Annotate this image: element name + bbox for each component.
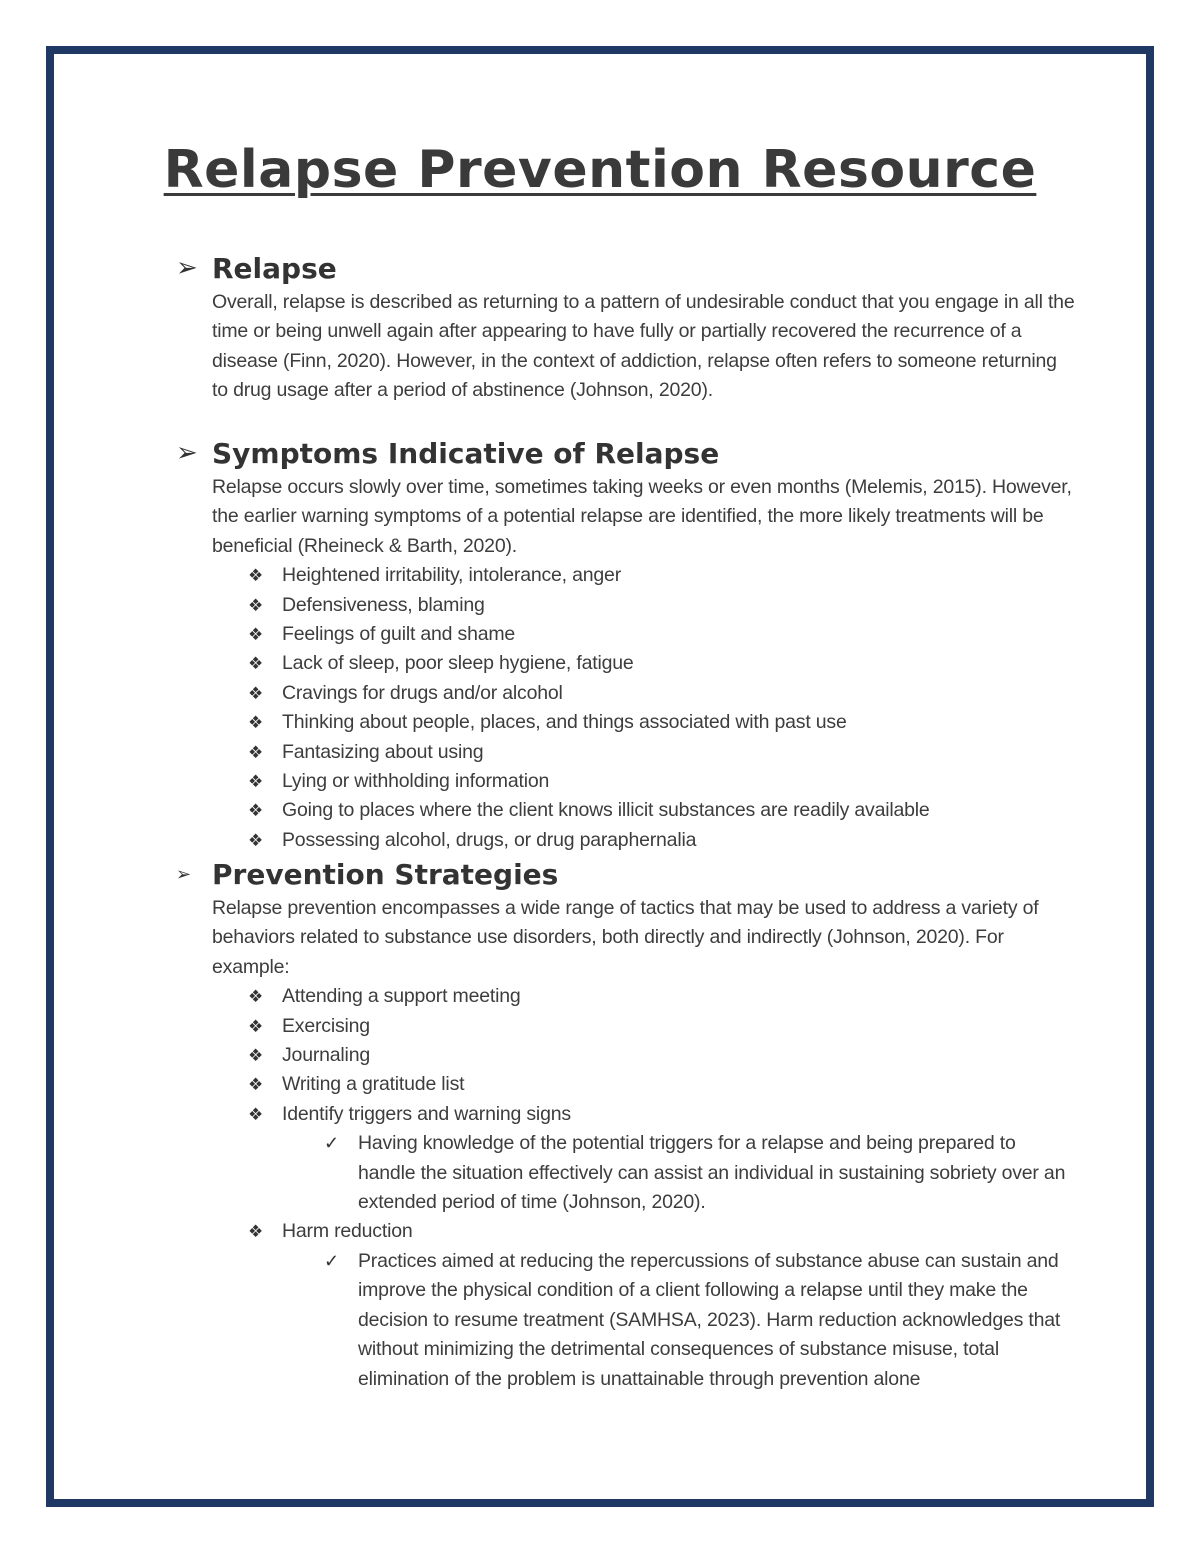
heading-text: Prevention Strategies bbox=[212, 857, 559, 891]
heading-text: Relapse bbox=[212, 251, 337, 285]
list-item: ❖ Lying or withholding information bbox=[176, 767, 1076, 796]
list-item: ❖ Defensiveness, blaming bbox=[176, 591, 1076, 620]
strategy-list bbox=[176, 982, 1076, 1129]
list-item: ❖ Heightened irritability, intolerance, anger bbox=[176, 561, 1076, 590]
diamond-bullet-icon: ❖ bbox=[248, 683, 264, 703]
arrow-bullet-icon: ➢ bbox=[176, 253, 198, 283]
diamond-bullet-icon: ❖ bbox=[248, 1016, 264, 1036]
diamond-bullet-icon: ❖ bbox=[248, 801, 264, 821]
section-body: Relapse prevention encompasses a wide range of tactics that may be used to address a variety of behaviors related to substance use disorders, both directly and indirectly (Johnson, 2020). For example: bbox=[212, 897, 1039, 978]
list-item: ❖ Exercising bbox=[176, 1012, 1076, 1041]
diamond-bullet-icon: ❖ bbox=[248, 830, 264, 850]
checkmark-bullet-icon: ✓ bbox=[324, 1133, 339, 1154]
list-item: ❖ Cravings for drugs and/or alcohol bbox=[176, 679, 1076, 708]
diamond-bullet-icon: ❖ bbox=[248, 625, 264, 645]
arrow-bullet-icon: ➢ bbox=[176, 438, 198, 468]
list-item: ❖ Going to places where the client knows illicit substances are readily available bbox=[176, 796, 1076, 825]
diamond-bullet-icon: ❖ bbox=[248, 566, 264, 586]
list-item: ❖ Lack of sleep, poor sleep hygiene, fatigue bbox=[176, 649, 1076, 678]
list-item: ❖ Thinking about people, places, and things associated with past use bbox=[176, 708, 1076, 737]
list-item: ❖ Possessing alcohol, drugs, or drug paraphernalia bbox=[176, 826, 1076, 855]
diamond-bullet-icon: ❖ bbox=[248, 713, 264, 733]
list-item: ❖ Fantasizing about using bbox=[176, 738, 1076, 767]
diamond-bullet-icon: ❖ bbox=[248, 654, 264, 674]
sublist-item: ✓ Practices aimed at reducing the repercussions of substance abuse can sustain and improve the physical condition of a client following a relapse until they make the decision to resume treatment (SAMHSA, 2023). Harm reduction acknowledges that without minimizing the detrimental consequences of substance misuse, total elimination of the problem is unattainable through prevention alone bbox=[176, 1247, 1076, 1394]
arrow-bullet-icon: ➢ bbox=[176, 863, 192, 885]
page-title: Relapse Prevention Resource bbox=[163, 140, 1037, 200]
diamond-bullet-icon: ❖ bbox=[248, 1075, 264, 1095]
diamond-bullet-icon: ❖ bbox=[248, 1046, 264, 1066]
list-item: ❖ Feelings of guilt and shame bbox=[176, 620, 1076, 649]
list-item: ❖ Harm reduction bbox=[176, 1217, 1076, 1246]
section-relapse bbox=[176, 250, 1076, 406]
checkmark-bullet-icon: ✓ bbox=[324, 1250, 339, 1271]
strategy-list-continued bbox=[176, 1217, 1076, 1246]
triggers-sublist bbox=[176, 1129, 1076, 1217]
diamond-bullet-icon: ❖ bbox=[248, 1222, 264, 1242]
harm-sublist bbox=[176, 1247, 1076, 1394]
heading-text: Symptoms Indicative of Relapse bbox=[212, 436, 720, 470]
list-item: ❖ Writing a gratitude list bbox=[176, 1070, 1076, 1099]
diamond-bullet-icon: ❖ bbox=[248, 595, 264, 615]
diamond-bullet-icon: ❖ bbox=[248, 987, 264, 1007]
symptom-list bbox=[176, 561, 1076, 855]
list-item: ❖ Journaling bbox=[176, 1041, 1076, 1070]
diamond-bullet-icon: ❖ bbox=[248, 742, 264, 762]
section-prevention bbox=[176, 856, 1076, 1394]
diamond-bullet-icon: ❖ bbox=[248, 772, 264, 792]
section-symptoms bbox=[176, 435, 1076, 855]
list-item: ❖ Identify triggers and warning signs bbox=[176, 1100, 1076, 1129]
section-body: Relapse occurs slowly over time, sometimes taking weeks or even months (Melemis, 2015). However, the earlier warning symptoms of a potential relapse are identified, the more likely treatments will be beneficial (Rheineck & Barth, 2020). bbox=[212, 476, 1072, 557]
list-item: ❖ Attending a support meeting bbox=[176, 982, 1076, 1011]
section-heading bbox=[176, 250, 1076, 286]
section-heading bbox=[176, 856, 1076, 892]
section-body: Overall, relapse is described as returning to a pattern of undesirable conduct that you engage in all the time or being unwell again after appearing to have fully or partially recovered the recurrence of a disease (Finn, 2020). However, in the context of addiction, relapse often refers to someone returning to drug usage after a period of abstinence (Johnson, 2020). bbox=[212, 291, 1075, 402]
sublist-item: ✓ Having knowledge of the potential triggers for a relapse and being prepared to handle the situation effectively can assist an individual in sustaining sobriety over an extended period of time (Johnson, 2020). bbox=[176, 1129, 1076, 1217]
diamond-bullet-icon: ❖ bbox=[248, 1104, 264, 1124]
section-heading bbox=[176, 435, 1076, 471]
